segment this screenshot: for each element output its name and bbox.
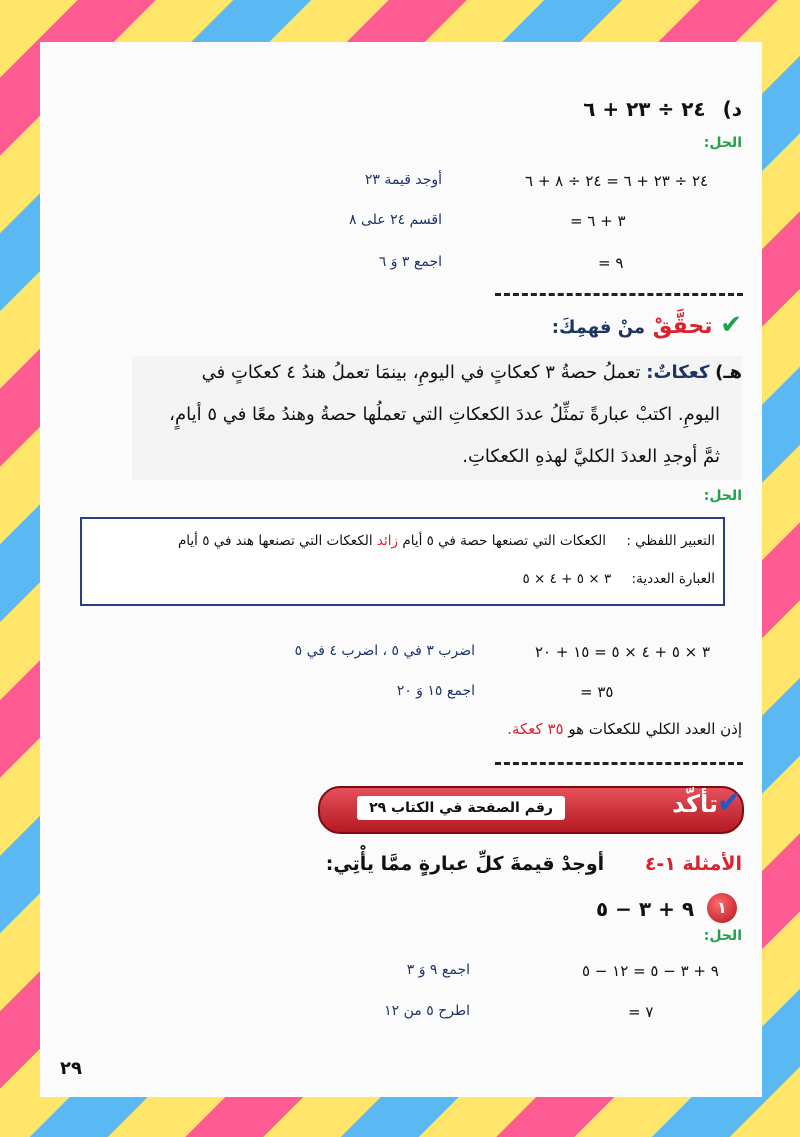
- numeric-row: [522, 571, 715, 587]
- divider: [495, 293, 743, 296]
- problem-h-line1: [202, 362, 742, 383]
- solution-label-1: الحل:: [703, 928, 742, 944]
- confirm-title: تأكّد: [672, 790, 718, 818]
- check-title: تحقَّقْ: [652, 314, 713, 339]
- problem-h-line2: اليومِ. اكتبْ عبارةً تمثِّلُ عددَ الكعكاتِ التي تعملُها حصةُ وهندُ معًا في ٥ أيامٍ،: [169, 404, 720, 425]
- examples-header: [326, 853, 742, 875]
- check-mark-icon: ✔: [720, 310, 742, 340]
- check-subtitle: منْ فهمِكَ:: [551, 317, 646, 338]
- section-d-expression: ٢٤ ÷ ٢٣ + ٦: [583, 97, 706, 121]
- verbal-label: التعبير اللفظي :: [626, 533, 715, 549]
- section-d-label: د): [722, 97, 742, 121]
- ex1-step2-note: اطرح ٥ من ١٢: [384, 1003, 470, 1019]
- d-step1-note: أوجد قيمة ٢٣: [364, 172, 442, 188]
- ex1-step2-math: = ٧: [628, 1003, 654, 1021]
- d-step3-note: اجمع ٣ وَ ٦: [378, 254, 442, 270]
- expression-box: [80, 517, 725, 606]
- page-number: ٢٩: [60, 1058, 82, 1079]
- problem-h-label: هـ): [715, 362, 742, 383]
- ex1-step1-note: اجمع ٩ وَ ٣: [406, 962, 470, 978]
- h-step2-math: = ٣٥: [580, 683, 614, 701]
- examples-instruction: أوجدْ قيمةَ كلِّ عبارةٍ ممَّا يأْتِي:: [325, 853, 605, 875]
- exercise-number-badge: ١: [707, 893, 737, 923]
- solution-label-h: الحل:: [703, 488, 742, 504]
- verbal-part2: الكعكات التي تصنعها هند في ٥ أيام: [177, 533, 373, 549]
- ex1-step1-math: ٩ + ٣ − ٥ = ١٢ − ٥: [582, 962, 719, 980]
- section-d-header: [583, 97, 742, 121]
- verbal-part1: الكعكات التي تصنعها حصة في ٥ أيام: [402, 533, 607, 549]
- numeric-label: العبارة العددية:: [631, 571, 715, 587]
- check-understanding-heading: [552, 310, 742, 340]
- solution-label-d: الحل:: [703, 135, 742, 151]
- h-step2-note: اجمع ١٥ وَ ٢٠: [396, 683, 475, 699]
- problem-h-line3: ثمَّ أوجدِ العددَ الكليَّ لهذهِ الكعكاتِ.: [462, 446, 720, 467]
- conclusion-text: إذن العدد الكلي للكعكات هو: [568, 720, 742, 738]
- d-step2-note: اقسم ٢٤ على ٨: [349, 212, 442, 228]
- divider: [495, 762, 743, 765]
- check-mark-icon: ✔: [716, 785, 742, 820]
- verbal-row: [178, 533, 715, 549]
- conclusion-line: [507, 720, 742, 738]
- d-step2-math: = ٣ + ٦: [570, 212, 626, 230]
- h-step1-note: اضرب ٣ في ٥ ، اضرب ٤ في ٥: [294, 643, 475, 659]
- d-step1-math: ٢٤ ÷ ٢٣ + ٦ = ٢٤ ÷ ٨ + ٦: [525, 172, 709, 190]
- exercise1-expression: ٩ + ٣ − ٥: [596, 897, 695, 921]
- examples-label: الأمثلة ١-٤: [644, 853, 742, 875]
- problem-h-panel: [132, 356, 742, 480]
- book-page-reference: رقم الصفحة في الكتاب ٢٩: [357, 796, 565, 820]
- problem-h-keyword: كعكاتٌ:: [646, 362, 710, 383]
- d-step3-math: = ٩: [598, 254, 624, 272]
- numeric-expression: ٣ × ٥ + ٤ × ٥: [522, 571, 612, 587]
- problem-h-text1: تعملُ حصةُ ٣ كعكاتٍ في اليومِ، بينمَا تعملُ هندُ ٤ كعكاتٍ في: [201, 362, 641, 383]
- conclusion-value: ٣٥ كعكة.: [507, 720, 564, 738]
- verbal-extra: زائد: [376, 533, 399, 549]
- h-step1-math: ٣ × ٥ + ٤ × ٥ = ١٥ + ٢٠: [535, 643, 711, 661]
